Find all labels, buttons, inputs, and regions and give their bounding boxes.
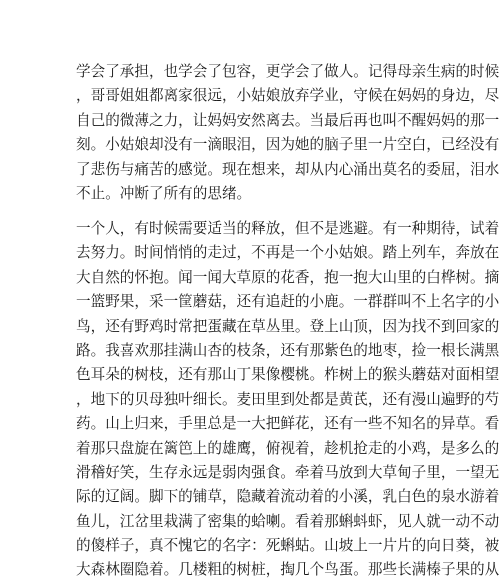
text-line: 色耳朵的树枝，还有那山丁果像樱桃。柞树上的猴头蘑菇对面相望 — [76, 366, 500, 384]
text-line: 了悲伤与痛苦的感觉。现在想来，却从内心涌出莫名的委屈，泪水 — [76, 160, 500, 178]
text-line: 着那只盘旋在篱笆上的雄鹰，俯视着，趁机抢走的小鸡，是多么的 — [76, 439, 500, 457]
text-line: 刻。小姑娘却没有一滴眼泪，因为她的脑子里一片空白，已经没有 — [76, 136, 500, 154]
text-line: ，地下的贝母独叶细长。麦田里到处都是黄芪，还有漫山遍野的芍 — [76, 390, 500, 408]
text-line: 鸟，还有野鸡时常把蛋藏在草丛里。登上山顶，因为找不到回家的 — [76, 317, 500, 335]
text-line: 不止。冲断了所有的思绪。 — [76, 184, 252, 202]
paragraph-1 — [76, 60, 500, 206]
text-line: 一个人，有时候需要适当的释放，但不是逃避。有一种期待，试着 — [76, 220, 500, 237]
paragraph-2 — [76, 217, 500, 583]
text-line: 大森林圈隐着。几楼粗的树桩，掏几个鸟蛋。那些长满榛子果的从 — [76, 561, 500, 579]
text-line: 一篮野果，采一筐蘑菇，还有追赶的小鹿。一群群叫不上名字的小 — [76, 293, 500, 311]
text-line: 去努力。时间悄悄的走过，不再是一个小姑娘。踏上列车，奔放在 — [76, 244, 500, 262]
text-line: 滑稽好笑，生存永远是弱肉强食。牵着马放到大草甸子里，一望无 — [76, 463, 500, 481]
text-line: 药。山上归来，手里总是一大把鲜花，还有一些不知名的异草。看 — [76, 415, 500, 433]
text-line: 路。我喜欢那挂满山杏的枝条，还有那紫色的地枣，捡一根长满黑 — [76, 341, 500, 359]
text-line: 学会了承担，也学会了包容，更学会了做人。记得母亲生病的时候 — [76, 63, 500, 80]
text-line: 鱼儿，江岔里栽满了密集的蛤喇。看着那蝌蚪虾，见人就一动不动 — [76, 512, 500, 530]
text-line: 的傻样子，真不愧它的名字：死蝌蛄。山坡上一片片的向日葵，被 — [76, 537, 500, 555]
text-line: 大自然的怀抱。闻一闻大草原的花香，抱一抱大山里的白桦树。摘 — [76, 268, 500, 286]
text-line: ，哥哥姐姐都离家很远，小姑娘放弃学业，守候在妈妈的身边，尽 — [76, 87, 500, 105]
text-line: 际的辽阔。脚下的铺草，隐藏着流动着的小溪，乳白色的泉水游着 — [76, 488, 500, 506]
text-line: 自己的微薄之力，让妈妈安然离去。当最后再也叫不醒妈妈的那一 — [76, 111, 500, 129]
